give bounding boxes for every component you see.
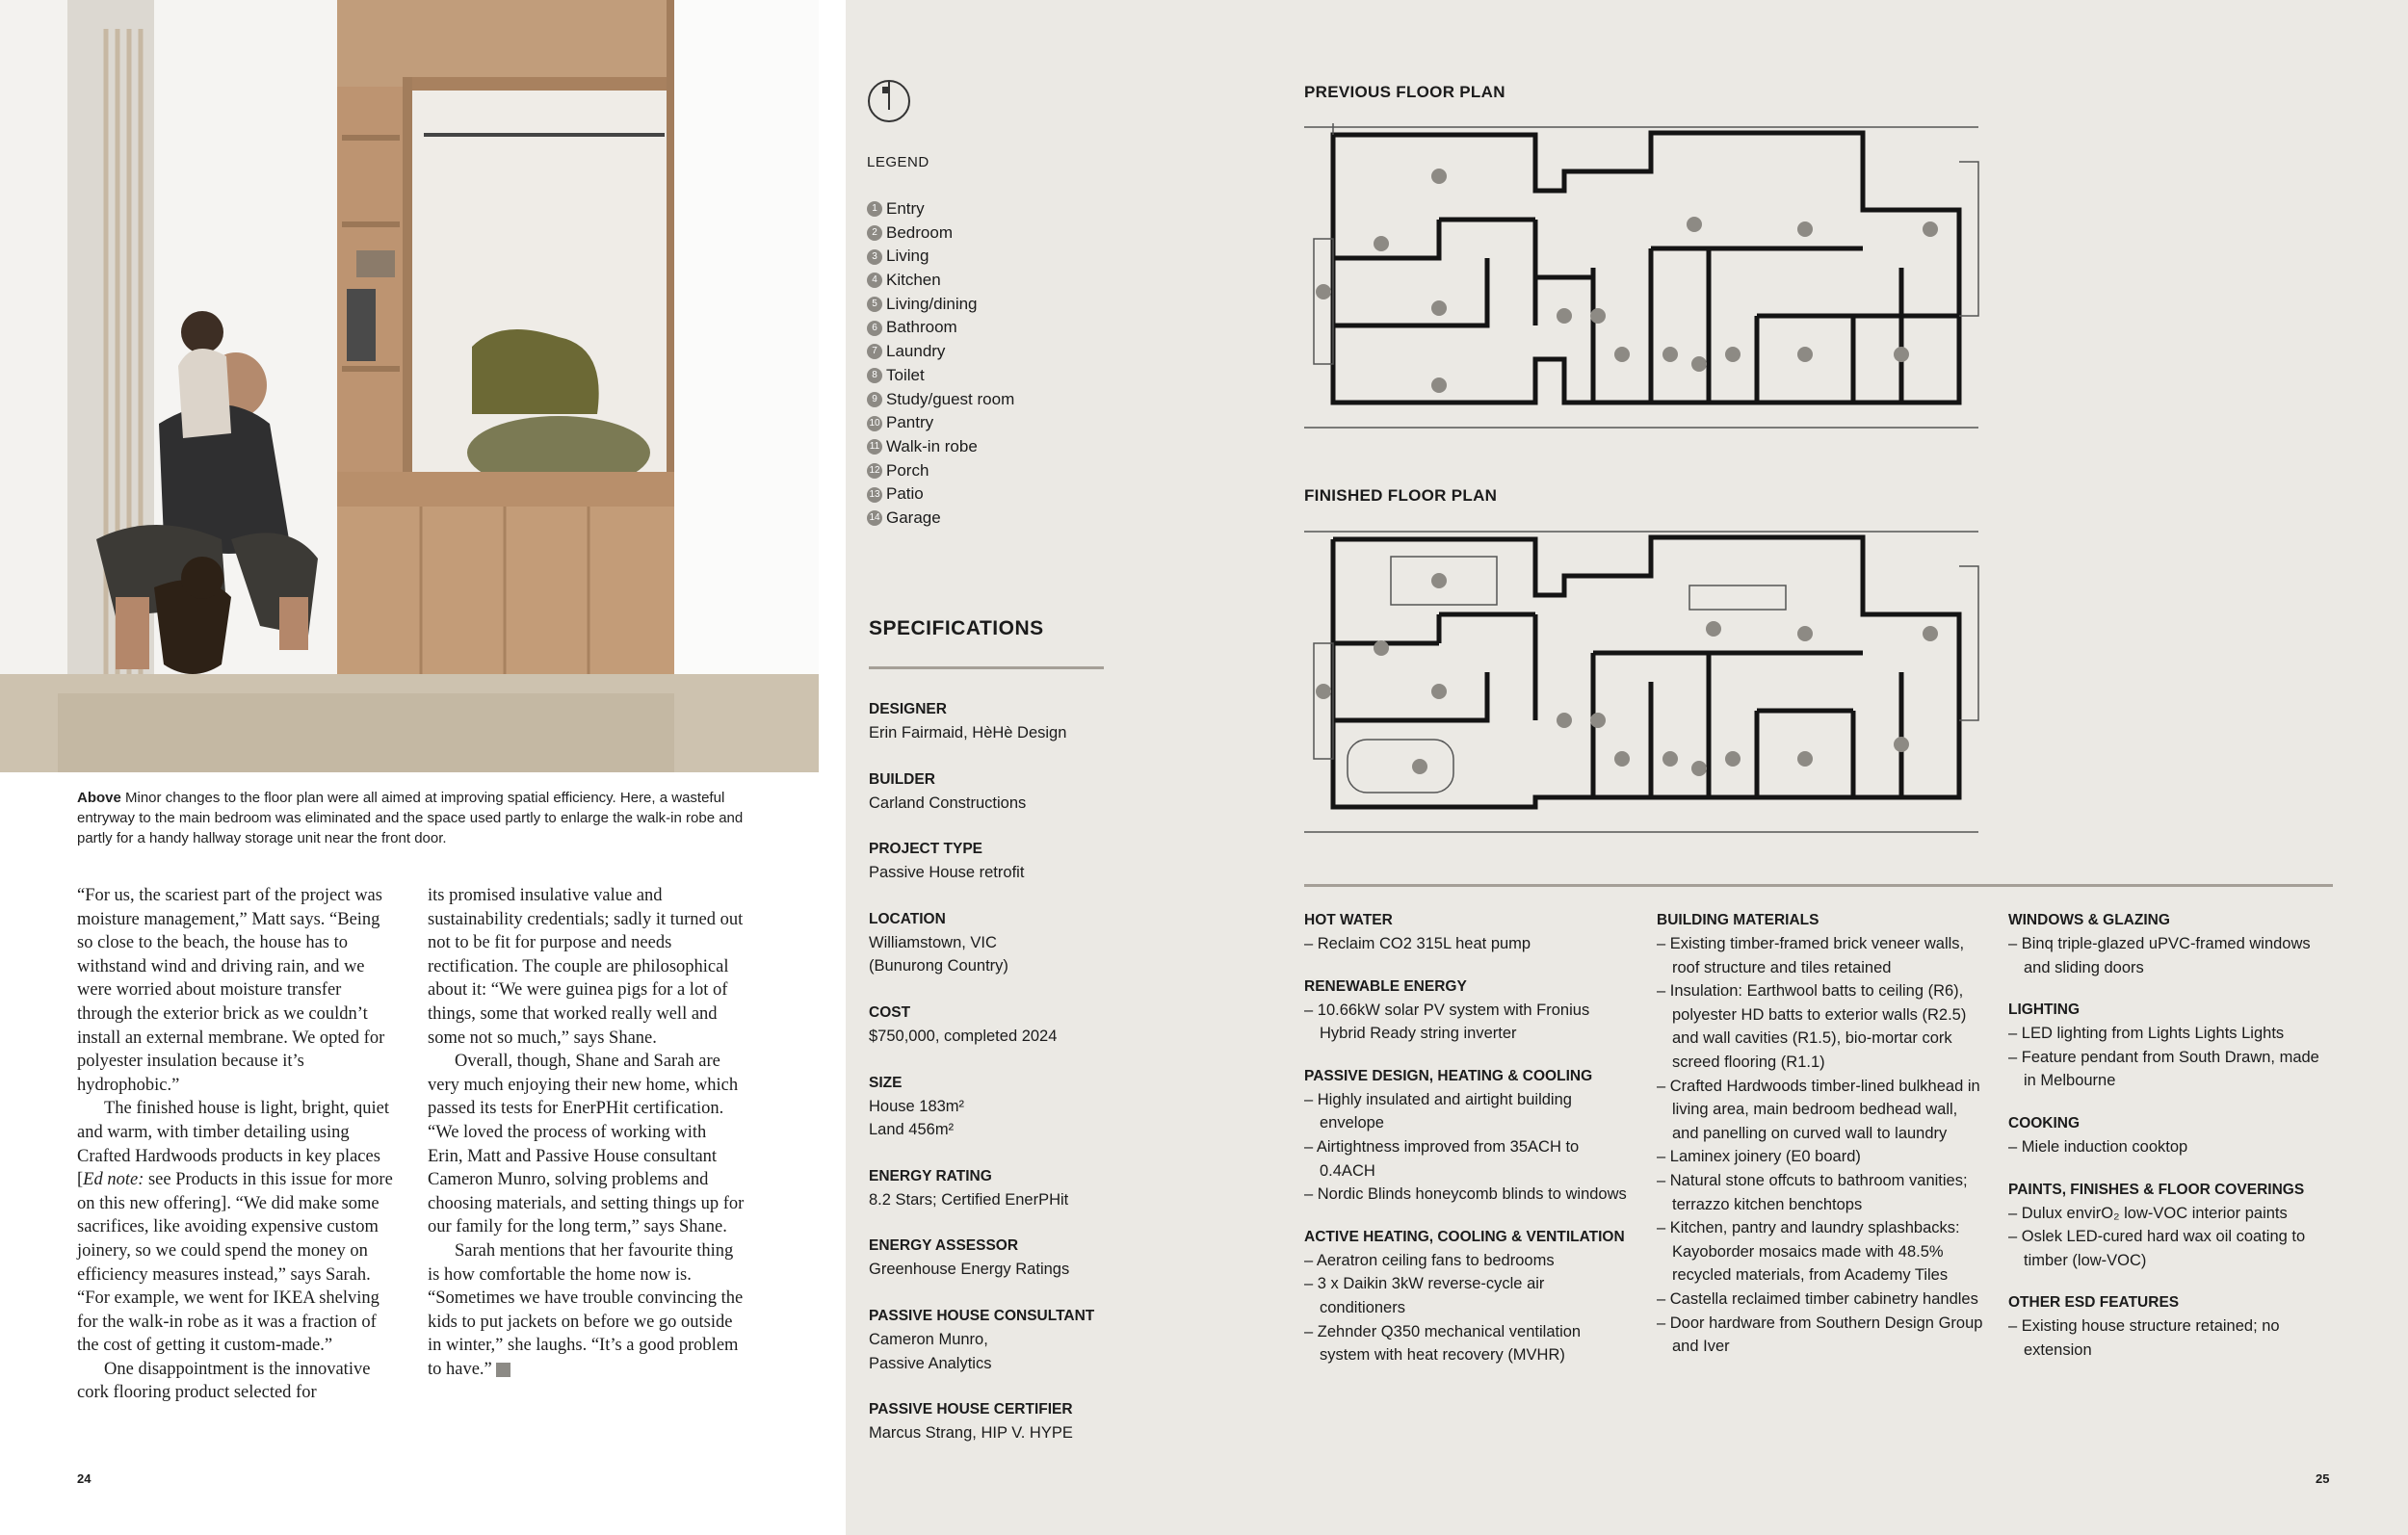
legend-label: Living/dining [886, 294, 978, 313]
spec-value: Carland Constructions [869, 794, 1027, 812]
feature-heading: OTHER ESD FEATURES [2008, 1294, 2180, 1312]
legend-number-badge: 2 [867, 225, 882, 241]
article-paragraph: Overall, though, Shane and Sarah are very much enjoying their new home, which passed its tests for EnerPHit certification. “We loved the process of working with Erin, Matt and Passive House consultant Cameron Munro, solving problems and choosing materials, and setting things up for our family for the long term,” says Shane. [428, 1052, 745, 1237]
feature-item: – Binq triple-glazed uPVC-framed windows and sliding doors [2008, 932, 2336, 979]
north-compass-icon [867, 79, 911, 123]
feature-list [2008, 1314, 2336, 1362]
caption-text: Minor changes to the floor plan were all aimed at improving spatial efficiency. Here, a wasteful entryway to the main bedroom was eliminated and the space used partly to enlarge the walk-in robe and partly for a handy hallway storage unit near the front door. [77, 790, 744, 846]
legend-title: LEGEND [867, 154, 929, 170]
feature-item: – Insulation: Earthwool batts to ceiling (R6), polyester HD batts to exterior walls (R2.5) and wall cavities (R1.5), bio-mortar cork screed flooring (R1.1) [1657, 979, 1984, 1074]
spec-item [869, 908, 1196, 978]
feature-item: – Existing house structure retained; no extension [2008, 1314, 2336, 1362]
features-column-1 [1304, 909, 1632, 1387]
article-column-2 [428, 884, 746, 1381]
article-column-1 [77, 884, 395, 1405]
legend-item [867, 459, 1014, 483]
spec-value: Williamstown, VIC (Bunurong Country) [869, 933, 1008, 976]
feature-heading: RENEWABLE ENERGY [1304, 977, 1467, 995]
feature-group [1304, 1226, 1632, 1367]
feature-item: – Castella reclaimed timber cabinetry handles [1657, 1288, 1984, 1312]
caption-label: Above [77, 790, 121, 806]
spec-value: Greenhouse Energy Ratings [869, 1261, 1070, 1279]
feature-item: – Feature pendant from South Drawn, made in Melbourne [2008, 1046, 2336, 1093]
legend-item [867, 411, 1014, 435]
legend-label: Kitchen [886, 271, 941, 290]
legend-number-badge: 9 [867, 392, 882, 407]
photo-caption [77, 788, 771, 848]
spec-value: Erin Fairmaid, HèHè Design [869, 724, 1067, 741]
legend-number-badge: 12 [867, 463, 882, 479]
feature-item: – Kitchen, pantry and laundry splashbacks: Kayoborder mosaics made with 48.5% recycled materials, from Academy Tiles [1657, 1216, 1984, 1288]
feature-item: – Highly insulated and airtight building envelope [1304, 1088, 1632, 1135]
spec-item [869, 838, 1196, 885]
feature-item: – LED lighting from Lights Lights Lights [2008, 1022, 2336, 1046]
spec-item [869, 1072, 1196, 1142]
hallway-photo [0, 0, 819, 772]
spec-label: PASSIVE HOUSE CONSULTANT [869, 1307, 1095, 1324]
feature-item: – Dulux envirO₂ low-VOC interior paints [2008, 1202, 2336, 1226]
legend-number-badge: 5 [867, 297, 882, 312]
feature-list [2008, 1135, 2336, 1159]
feature-item: – Natural stone offcuts to bathroom vanities; terrazzo kitchen benchtops [1657, 1169, 1984, 1216]
feature-item: – Door hardware from Southern Design Group and Iver [1657, 1312, 1984, 1359]
legend-list [867, 197, 1014, 531]
spec-item [869, 698, 1196, 745]
feature-item: – Crafted Hardwoods timber-lined bulkhead in living area, main bedroom bedhead wall, and panelling on curved wall to laundry [1657, 1075, 1984, 1146]
feature-heading: COOKING [2008, 1114, 2081, 1132]
feature-heading: HOT WATER [1304, 912, 1393, 928]
legend-label: Bedroom [886, 222, 953, 242]
spec-label: COST [869, 1003, 911, 1021]
spec-item [869, 1002, 1196, 1049]
feature-list [1304, 999, 1632, 1046]
legend-item [867, 197, 1014, 221]
legend-label: Bathroom [886, 318, 957, 337]
feature-group [2008, 999, 2336, 1093]
feature-group [2008, 909, 2336, 979]
legend-item [867, 482, 1014, 507]
feature-item: – Airtightness improved from 35ACH to 0.4ACH [1304, 1135, 1632, 1183]
article-paragraph: its promised insulative value and sustainability credentials; sadly it turned out not to be fit for purpose and needs rectification. The couple are philosophical about it: “We were guinea pigs for a lot of things, some that worked really well and some not so much,” says Shane. [428, 886, 744, 1048]
legend-number-badge: 11 [867, 439, 882, 455]
spec-label: DESIGNER [869, 701, 947, 717]
article-paragraph: Sarah mentions that her favourite thing is how comfortable the home now is. “Sometimes we have trouble convincing the kids to put jackets on before we go outside in winter,” she laughs. “It’s a good problem to have.” S [428, 1240, 744, 1379]
feature-heading: ACTIVE HEATING, COOLING & VENTILATION [1304, 1228, 1625, 1245]
feature-group [1304, 976, 1632, 1046]
finished-floor-plan [1304, 528, 1986, 836]
feature-list [2008, 932, 2336, 979]
spec-label: PROJECT TYPE [869, 841, 982, 858]
legend-label: Study/guest room [886, 389, 1015, 408]
feature-group [2008, 1112, 2336, 1159]
legend-label: Garage [886, 507, 941, 527]
specifications-divider [869, 666, 1104, 669]
feature-item: – 10.66kW solar PV system with Fronius Hybrid Ready string inverter [1304, 999, 1632, 1046]
legend-number-badge: 10 [867, 416, 882, 431]
feature-group [2008, 1179, 2336, 1273]
feature-group [1304, 909, 1632, 956]
legend-number-badge: 8 [867, 368, 882, 383]
legend-item [867, 388, 1014, 412]
page-number-left: 24 [77, 1471, 92, 1486]
legend-label: Entry [886, 199, 925, 218]
legend-label: Laundry [886, 342, 946, 361]
feature-group [2008, 1291, 2336, 1362]
legend-number-badge: 14 [867, 510, 882, 526]
spec-item [869, 1398, 1196, 1445]
spec-item [869, 1235, 1196, 1282]
spec-value: Cameron Munro, Passive Analytics [869, 1330, 992, 1372]
feature-list [1657, 932, 1984, 1359]
legend-item [867, 340, 1014, 364]
spec-value: Passive House retrofit [869, 864, 1025, 882]
feature-group [1304, 1065, 1632, 1207]
article-paragraph: “For us, the scariest part of the project was moisture management,” Matt says. “Being so close to the beach, the house has to withstand wind and driving rain, and we were worried about moisture transfer through the exterior brick as we couldn’t install an external membrane. We opted for polyester insulation because it’s hydrophobic.” [77, 886, 385, 1095]
spec-label: ENERGY RATING [869, 1167, 992, 1184]
spec-label: SIZE [869, 1074, 903, 1091]
features-divider [1304, 884, 2333, 887]
specifications-title: SPECIFICATIONS [869, 617, 1044, 639]
article-paragraph: One disappointment is the innovative cork flooring product selected for [77, 1359, 371, 1403]
article-paragraph: The finished house is light, bright, quiet and warm, with timber detailing using Crafted Hardwoods products in key places [Ed note: see Products in this issue for more on this new offering]. “We did make some sacrifices, like avoiding expensive custom joinery, so we could spend the money on efficiency measures instead,” says Sarah. “For example, we went for IKEA shelving for the walk-in robe as it was a fraction of the cost of getting it custom-made.” [77, 1099, 393, 1356]
previous-floor-plan [1304, 123, 1986, 431]
legend-number-badge: 13 [867, 487, 882, 503]
feature-heading: PAINTS, FINISHES & FLOOR COVERINGS [2008, 1181, 2305, 1198]
legend-item [867, 435, 1014, 459]
feature-list [1304, 1249, 1632, 1367]
legend-label: Pantry [886, 413, 934, 432]
finished-floor-plan-title: FINISHED FLOOR PLAN [1304, 486, 1498, 505]
feature-list [1304, 932, 1632, 956]
legend-label: Porch [886, 460, 929, 480]
legend-item [867, 221, 1014, 246]
legend-item [867, 364, 1014, 388]
legend-number-badge: 6 [867, 321, 882, 336]
feature-item: – Nordic Blinds honeycomb blinds to windows [1304, 1183, 1632, 1207]
feature-item: – Aeratron ceiling fans to bedrooms [1304, 1249, 1632, 1273]
spec-label: ENERGY ASSESSOR [869, 1237, 1019, 1255]
spec-item [869, 1165, 1196, 1212]
feature-list [2008, 1202, 2336, 1273]
spec-label: PASSIVE HOUSE CERTIFIER [869, 1401, 1073, 1418]
features-column-3 [2008, 909, 2336, 1382]
legend-label: Toilet [886, 365, 925, 384]
legend-label: Patio [886, 484, 924, 504]
spec-item [869, 1305, 1196, 1375]
feature-list [2008, 1022, 2336, 1093]
spec-label: BUILDER [869, 770, 935, 788]
feature-item: – Miele induction cooktop [2008, 1135, 2336, 1159]
feature-item: – Existing timber-framed brick veneer walls, roof structure and tiles retained [1657, 932, 1984, 979]
spec-value: 8.2 Stars; Certified EnerPHit [869, 1190, 1069, 1209]
legend-item [867, 316, 1014, 340]
spec-label: LOCATION [869, 910, 946, 927]
feature-list [1304, 1088, 1632, 1207]
legend-number-badge: 4 [867, 273, 882, 288]
legend-item [867, 245, 1014, 269]
feature-group [1657, 909, 1984, 1359]
legend-number-badge: 1 [867, 201, 882, 217]
legend-number-badge: 7 [867, 344, 882, 359]
spec-value: House 183m² Land 456m² [869, 1097, 965, 1139]
features-column-2 [1657, 909, 1984, 1378]
spec-value: Marcus Strang, HIP V. HYPE [869, 1424, 1073, 1443]
feature-heading: BUILDING MATERIALS [1657, 912, 1819, 928]
feature-heading: LIGHTING [2008, 1002, 2081, 1019]
legend-number-badge: 3 [867, 249, 882, 265]
feature-item: – Oslek LED-cured hard wax oil coating to timber (low-VOC) [2008, 1225, 2336, 1272]
feature-item: – Reclaim CO2 315L heat pump [1304, 932, 1632, 956]
previous-floor-plan-title: PREVIOUS FLOOR PLAN [1304, 83, 1505, 101]
feature-item: – Laminex joinery (E0 board) [1657, 1145, 1984, 1169]
legend-item [867, 293, 1014, 317]
feature-heading: PASSIVE DESIGN, HEATING & COOLING [1304, 1067, 1593, 1084]
end-of-article-mark: S [496, 1363, 510, 1377]
spec-value: $750,000, completed 2024 [869, 1027, 1058, 1045]
legend-label: Living [886, 247, 929, 266]
specifications-list [869, 698, 1196, 1469]
feature-heading: WINDOWS & GLAZING [2008, 912, 2170, 928]
feature-item: – Zehnder Q350 mechanical ventilation system with heat recovery (MVHR) [1304, 1320, 1632, 1367]
page-number-right: 25 [2316, 1471, 2330, 1486]
legend-item [867, 507, 1014, 531]
legend-item [867, 269, 1014, 293]
legend-label: Walk-in robe [886, 436, 978, 455]
feature-item: – 3 x Daikin 3kW reverse-cycle air conditioners [1304, 1272, 1632, 1319]
spec-item [869, 768, 1196, 816]
